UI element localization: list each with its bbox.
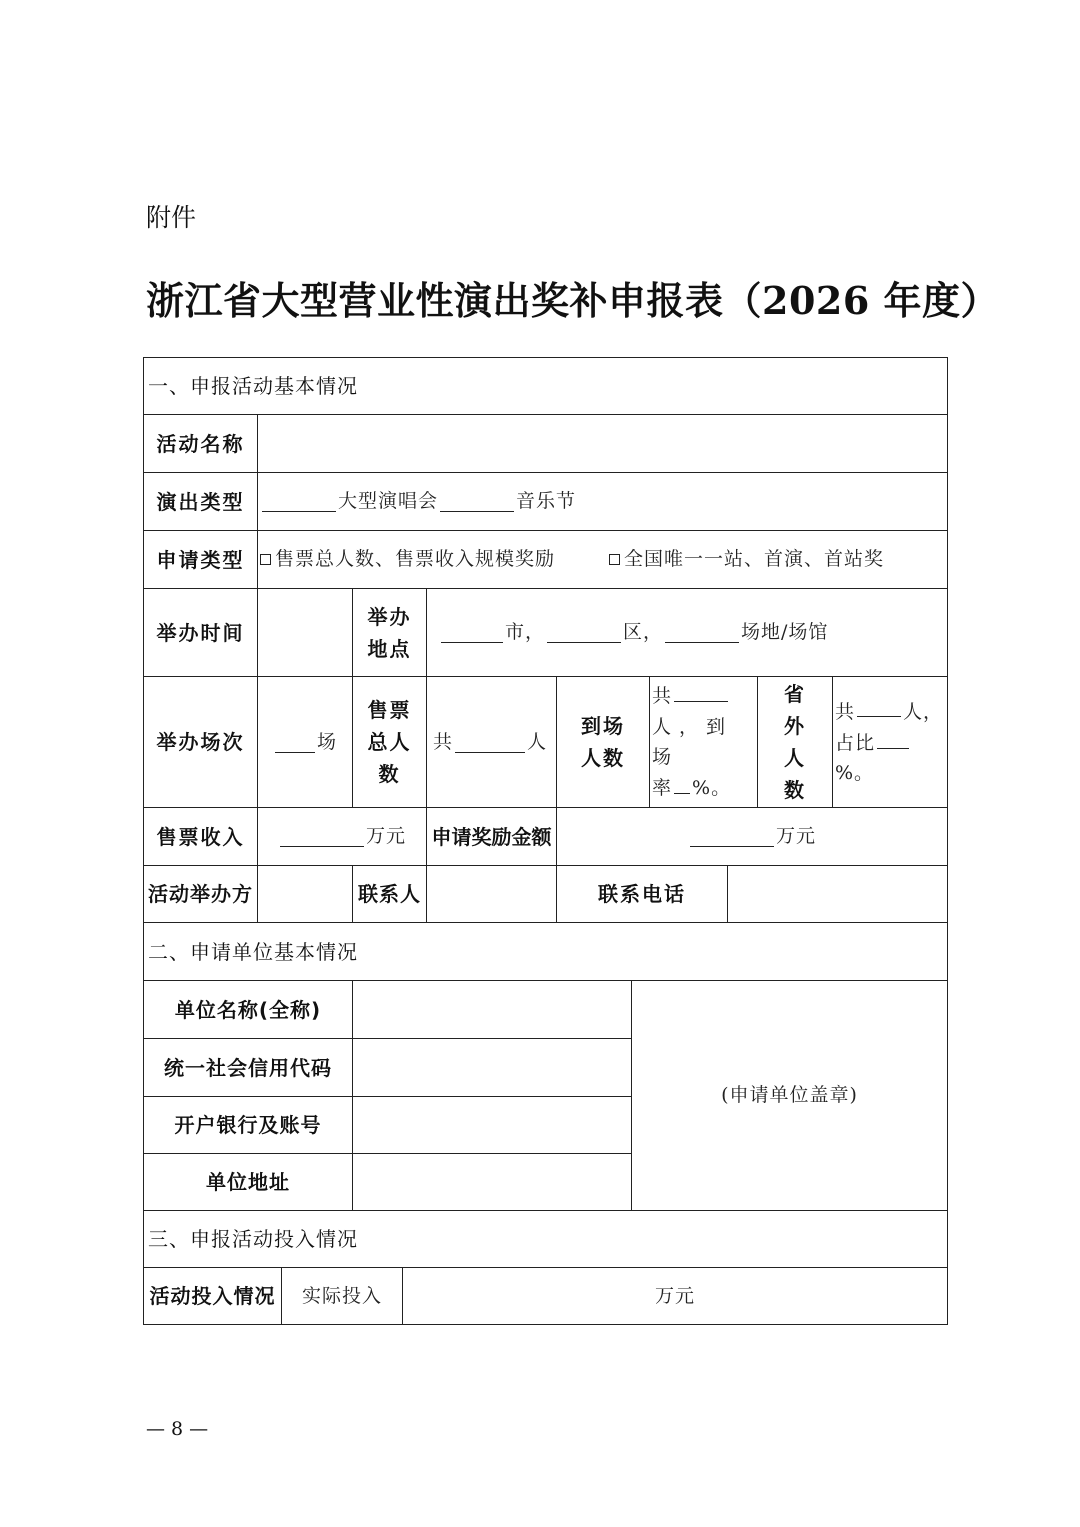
- hold-time-label: 举办时间: [143, 588, 258, 677]
- attendance-pct: %。: [692, 777, 732, 800]
- section2-heading: 二、申请单位基本情况: [143, 922, 948, 981]
- outside-text-2: 人，: [903, 700, 944, 723]
- revenue-unit: 万元: [365, 825, 406, 848]
- seal-area: (申请单位盖章): [631, 980, 948, 1211]
- checkbox-icon[interactable]: [260, 554, 271, 565]
- form-title: 浙江省大型营业性演出奖补申报表（2026 年度）: [146, 278, 999, 323]
- attendance-label: 到场人数: [556, 676, 650, 808]
- activity-name-field[interactable]: [257, 414, 948, 473]
- reward-unit: 万元: [775, 825, 816, 848]
- phone-field[interactable]: [727, 865, 948, 923]
- reward-amount-label: 申请奖励金额: [426, 807, 557, 866]
- sessions-label: 举办场次: [143, 676, 258, 808]
- phone-label: 联系电话: [556, 865, 728, 923]
- contact-field[interactable]: [426, 865, 557, 923]
- unit-address-label: 单位地址: [143, 1153, 353, 1211]
- tickets-field[interactable]: [426, 676, 557, 808]
- tickets-label: 售票总人数: [352, 676, 427, 808]
- show-type-option-festival: 音乐节: [516, 490, 577, 513]
- venue-city-text: 市，: [505, 621, 546, 644]
- actual-investment-field[interactable]: [402, 1267, 948, 1325]
- unit-name-field[interactable]: [352, 980, 632, 1039]
- outside-province-label: 省外人数: [757, 676, 833, 808]
- organizer-field[interactable]: [257, 865, 353, 923]
- venue-place-text: 场地/场馆: [741, 621, 829, 644]
- page-number: — 8 —: [146, 1418, 209, 1440]
- section3-heading: 三、申报活动投入情况: [143, 1210, 948, 1268]
- revenue-label: 售票收入: [143, 807, 258, 866]
- actual-investment-unit: 万元: [654, 1284, 695, 1307]
- show-type-label: 演出类型: [143, 472, 258, 531]
- revenue-field[interactable]: [257, 807, 427, 866]
- unit-name-label: 单位名称(全称): [143, 980, 353, 1039]
- venue-field[interactable]: [426, 588, 948, 677]
- hold-time-field[interactable]: [257, 588, 353, 677]
- apply-type-field[interactable]: [257, 530, 948, 589]
- venue-label: 举办地点: [352, 588, 427, 677]
- sessions-unit: 场: [316, 730, 337, 753]
- attendance-text-3: 率: [652, 777, 673, 800]
- outside-province-field[interactable]: [832, 676, 948, 808]
- outside-pct: %。: [835, 762, 875, 785]
- apply-type-label: 申请类型: [143, 530, 258, 589]
- venue-district-text: 区，: [623, 621, 664, 644]
- apply-type-option-unique: 全国唯一一站、首演、首站奖: [624, 548, 885, 571]
- checkbox-icon[interactable]: [609, 554, 620, 565]
- organizer-label: 活动举办方: [143, 865, 258, 923]
- sessions-field[interactable]: [257, 676, 353, 808]
- show-type-option-concert: 大型演唱会: [338, 490, 439, 513]
- tickets-prefix: 共: [433, 730, 454, 753]
- outside-text-1: 共: [835, 700, 856, 723]
- tickets-unit: 人: [527, 730, 548, 753]
- attachment-label: 附件: [146, 203, 197, 232]
- section1-heading: 一、申报活动基本情况: [143, 357, 948, 415]
- outside-text-3: 占比: [835, 731, 876, 754]
- activity-name-label: 活动名称: [143, 414, 258, 473]
- contact-label: 联系人: [352, 865, 427, 923]
- credit-code-label: 统一社会信用代码: [143, 1038, 353, 1097]
- attendance-text-2: 人，到场: [652, 715, 734, 768]
- apply-type-option-scale: 售票总人数、售票收入规模奖励: [275, 548, 556, 571]
- investment-label: 活动投入情况: [143, 1267, 282, 1325]
- actual-investment-label: 实际投入: [281, 1267, 403, 1325]
- attendance-field[interactable]: [649, 676, 758, 808]
- reward-amount-field[interactable]: [556, 807, 948, 866]
- show-type-field[interactable]: [257, 472, 948, 531]
- bank-account-field[interactable]: [352, 1096, 632, 1154]
- credit-code-field[interactable]: [352, 1038, 632, 1097]
- attendance-text-1: 共: [652, 685, 673, 708]
- unit-address-field[interactable]: [352, 1153, 632, 1211]
- bank-account-label: 开户银行及账号: [143, 1096, 353, 1154]
